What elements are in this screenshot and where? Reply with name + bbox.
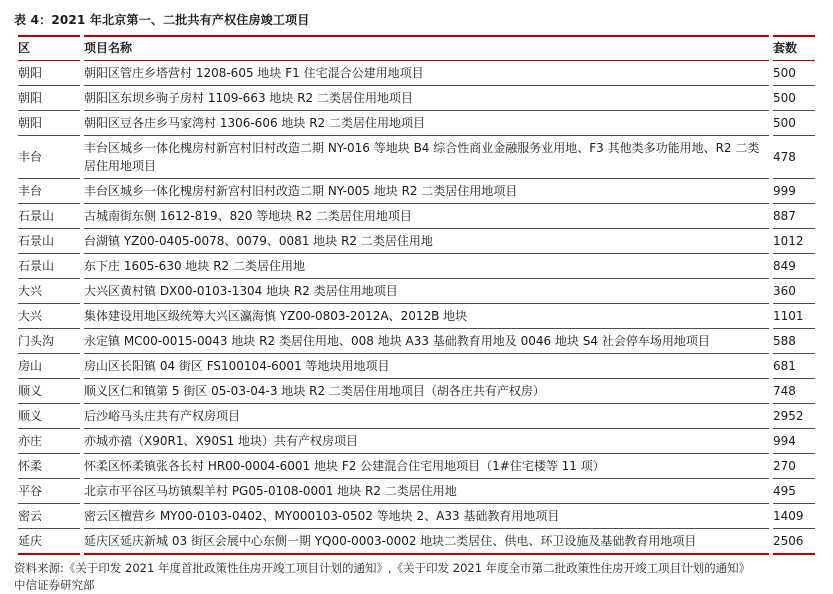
table-header-row [18, 35, 815, 61]
units-cell: 500 [773, 61, 815, 86]
units-cell: 2952 [773, 404, 815, 429]
footer-notes [14, 560, 819, 594]
department-note: 中信证券研究部 [14, 578, 95, 592]
table-row [18, 111, 815, 136]
table-row [18, 86, 815, 111]
district-cell: 怀柔 [18, 454, 80, 479]
project-name-cell: 东下庄 1605-630 地块 R2 二类居住用地 [84, 254, 769, 279]
district-cell: 丰台 [18, 179, 80, 204]
district-cell: 石景山 [18, 204, 80, 229]
table-row [18, 379, 815, 404]
district-cell: 门头沟 [18, 329, 80, 354]
table-row [18, 254, 815, 279]
units-cell: 360 [773, 279, 815, 304]
projects-table [14, 35, 819, 555]
project-name-cell: 丰台区城乡一体化槐房村新宫村旧村改造二期 NY-005 地块 R2 二类居住用地项目 [84, 179, 769, 204]
table-row [18, 454, 815, 479]
table-row [18, 136, 815, 179]
table-row [18, 61, 815, 86]
district-cell: 大兴 [18, 304, 80, 329]
project-name-cell: 朝阳区豆各庄乡马家湾村 1306-606 地块 R2 二类居住用地项目 [84, 111, 769, 136]
project-name-cell: 顺义区仁和镇第 5 街区 05-03-04-3 地块 R2 二类居住用地项目（胡各庄共有产权房） [84, 379, 769, 404]
district-cell: 朝阳 [18, 61, 80, 86]
district-cell: 房山 [18, 354, 80, 379]
units-cell: 495 [773, 479, 815, 504]
project-name-cell: 后沙峪马头庄共有产权房项目 [84, 404, 769, 429]
district-cell: 大兴 [18, 279, 80, 304]
source-note: 资料来源:《关于印发 2021 年度首批政策性住房开竣工项目计划的通知》,《关于印发 2021 年度全市第二批政策性住房开竣工项目计划的通知》 [14, 561, 751, 575]
table-body [18, 61, 815, 555]
table-row [18, 504, 815, 529]
district-cell: 平谷 [18, 479, 80, 504]
district-cell: 延庆 [18, 529, 80, 555]
header-cell-project-name: 项目名称 [84, 35, 769, 61]
project-name-cell: 大兴区黄村镇 DX00-0103-1304 地块 R2 类居住用地项目 [84, 279, 769, 304]
table-row [18, 279, 815, 304]
units-cell: 478 [773, 136, 815, 179]
project-name-cell: 密云区檀营乡 MY00-0103-0402、MY000103-0502 等地块 2、A33 基础教育用地项目 [84, 504, 769, 529]
header-cell-district: 区 [18, 35, 80, 61]
project-name-cell: 怀柔区怀柔镇张各长村 HR00-0004-6001 地块 F2 公建混合住宅用地项目（1#住宅楼等 11 项） [84, 454, 769, 479]
district-cell: 密云 [18, 504, 80, 529]
units-cell: 1012 [773, 229, 815, 254]
district-cell: 石景山 [18, 254, 80, 279]
district-cell: 顺义 [18, 379, 80, 404]
table-row [18, 179, 815, 204]
table-row [18, 229, 815, 254]
table-row [18, 529, 815, 555]
units-cell: 681 [773, 354, 815, 379]
project-name-cell: 北京市平谷区马坊镇梨羊村 PG05-0108-0001 地块 R2 二类居住用地 [84, 479, 769, 504]
project-name-cell: 永定镇 MC00-0015-0043 地块 R2 类居住用地、008 地块 A33 基础教育用地及 0046 地块 S4 社会停车场用地项目 [84, 329, 769, 354]
project-name-cell: 亦城亦禧（X90R1、X90S1 地块）共有产权房项目 [84, 429, 769, 454]
table-row [18, 329, 815, 354]
units-cell: 1409 [773, 504, 815, 529]
project-name-cell: 房山区长阳镇 04 街区 FS100104-6001 等地块用地项目 [84, 354, 769, 379]
district-cell: 顺义 [18, 404, 80, 429]
units-cell: 500 [773, 86, 815, 111]
district-cell: 丰台 [18, 136, 80, 179]
district-cell: 亦庄 [18, 429, 80, 454]
table-row [18, 429, 815, 454]
units-cell: 588 [773, 329, 815, 354]
district-cell: 朝阳 [18, 86, 80, 111]
page-title: 表 4：2021 年北京第一、二批共有产权住房竣工项目 [14, 13, 310, 27]
project-name-cell: 朝阳区管庄乡塔营村 1208-605 地块 F1 住宅混合公建用地项目 [84, 61, 769, 86]
units-cell: 999 [773, 179, 815, 204]
project-name-cell: 集体建设用地区级统筹大兴区瀛海慎 YZ00-0803-2012A、2012B 地块 [84, 304, 769, 329]
units-cell: 748 [773, 379, 815, 404]
units-cell: 1101 [773, 304, 815, 329]
project-name-cell: 丰台区城乡一体化槐房村新宫村旧村改造二期 NY-016 等地块 B4 综合性商业金融服务业用地、F3 其他类多功能用地、R2 二类居住用地项目 [84, 136, 769, 179]
district-cell: 石景山 [18, 229, 80, 254]
table-row [18, 204, 815, 229]
units-cell: 270 [773, 454, 815, 479]
units-cell: 500 [773, 111, 815, 136]
units-cell: 2506 [773, 529, 815, 555]
table-row [18, 479, 815, 504]
units-cell: 887 [773, 204, 815, 229]
table-row [18, 354, 815, 379]
units-cell: 849 [773, 254, 815, 279]
units-cell: 994 [773, 429, 815, 454]
header-cell-units: 套数 [773, 35, 815, 61]
project-name-cell: 台湖镇 YZ00-0405-0078、0079、0081 地块 R2 二类居住用地 [84, 229, 769, 254]
table-row [18, 304, 815, 329]
project-name-cell: 延庆区延庆新城 03 街区会展中心东侧一期 YQ00-0003-0002 地块二类居住、供电、环卫设施及基础教育用地项目 [84, 529, 769, 555]
district-cell: 朝阳 [18, 111, 80, 136]
project-name-cell: 古城南街东侧 1612-819、820 等地块 R2 二类居住用地项目 [84, 204, 769, 229]
table-row [18, 404, 815, 429]
project-name-cell: 朝阳区东坝乡驹子房村 1109-663 地块 R2 二类居住用地项目 [84, 86, 769, 111]
